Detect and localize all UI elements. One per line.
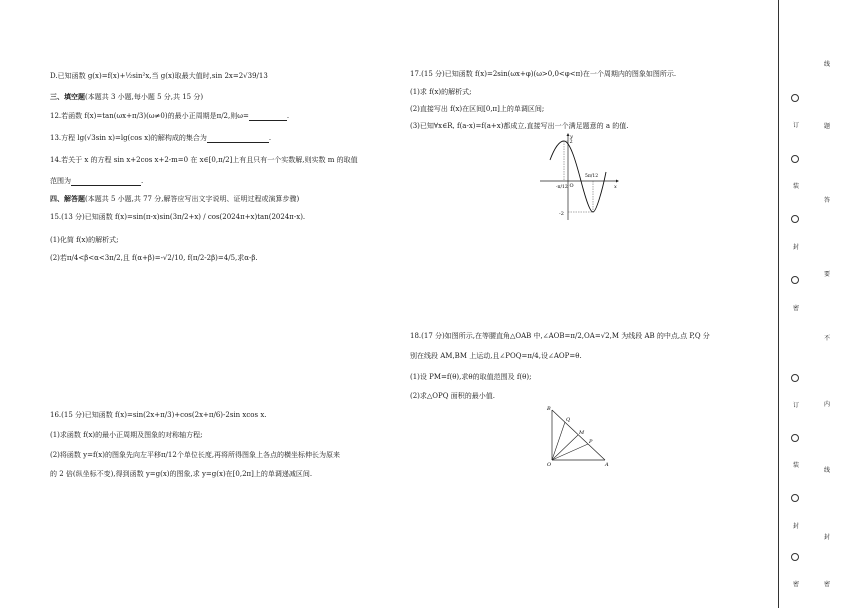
binding-char-17: 密 [793, 581, 800, 588]
binding-char-14: 订 [793, 402, 800, 409]
point-p-label: P [589, 439, 593, 445]
question-17-part-3: (3)已知∀x∈R, f(a-x)=f(a+x)都成立,直接写出一个满足题意的 a 的值. [410, 122, 629, 130]
question-17-part-1: (1)求 f(x)的解析式; [410, 88, 472, 96]
binding-char-16: 封 [793, 523, 800, 530]
option-d: D.已知函数 g(x)=f(x)+½sin²x,当 g(x)取最大值时,sin 2x=2√39/13 [50, 72, 268, 80]
binding-line [778, 0, 779, 608]
binding-char-10: 订 [793, 122, 800, 129]
question-15-part-1: (1)化简 f(x)的解析式; [50, 236, 119, 244]
sine-graph-figure [540, 132, 620, 222]
question-15-part-2: (2)若π/4<β<α<3π/2,且 f(α+β)=-√2/10, f(π/2-2β)=4/5,求α-β. [50, 254, 258, 262]
question-13: 13.方程 lg(√3sin x)=lg(cos x)的解构成的集合为 . [50, 134, 272, 142]
segment-op [552, 444, 588, 460]
binding-char-13: 密 [793, 305, 800, 312]
question-14-text: 范围为 [50, 177, 71, 185]
binding-char-12: 封 [793, 244, 800, 251]
question-12-text: 12.若函数 f(x)=tan(ωx+π/3)(ω≠0)的最小正周期是π/2,则ω= [50, 112, 249, 120]
question-12: 12.若函数 f(x)=tan(ωx+π/3)(ω≠0)的最小正周期是π/2,则ω= . [50, 112, 290, 120]
point-b-label: B [547, 406, 551, 412]
segment-oq [552, 422, 565, 460]
binding-circle [791, 553, 799, 561]
x-axis-arrow [616, 180, 619, 183]
max-value-label: 2 [569, 139, 573, 145]
min-value-label: -2 [559, 211, 564, 217]
question-16: 16.(15 分)已知函数 f(x)=sin(2x+π/3)+cos(2x+π/6)-2sin xcos x. [50, 411, 267, 419]
question-14-line2: 范围为 . [50, 177, 144, 185]
five-pi-12-label: 5π/12 [585, 174, 599, 179]
answer-blank-14[interactable] [71, 178, 141, 186]
binding-circle [791, 276, 799, 284]
section-4-title: 四、解答题 [50, 194, 85, 203]
question-13-text: 13.方程 lg(√3sin x)=lg(cos x)的解构成的集合为 [50, 134, 207, 142]
binding-char-9: 密 [824, 581, 831, 588]
point-o-label: O [547, 462, 552, 468]
point-m-label: M [579, 430, 585, 436]
binding-char-15: 装 [793, 462, 800, 469]
binding-char-11: 装 [793, 183, 800, 190]
y-axis-label: y [570, 134, 573, 140]
binding-char-7: 线 [824, 467, 831, 474]
binding-circle [791, 155, 799, 163]
binding-circle [791, 434, 799, 442]
answer-blank-13[interactable] [207, 135, 269, 143]
binding-char-3: 答 [824, 197, 831, 204]
binding-char-2: 题 [824, 123, 831, 130]
question-18-part-1: (1)设 PM=f(θ),求θ的取值范围及 f(θ); [410, 373, 532, 381]
binding-circle [791, 94, 799, 102]
binding-char-4: 要 [824, 271, 831, 278]
question-16-part-1: (1)求函数 f(x)的最小正周期及图象的对称轴方程; [50, 431, 203, 439]
answer-blank-12[interactable] [249, 113, 287, 121]
question-14-line1: 14.若关于 x 的方程 sin x+2cos x+2-m=0 在 x∈[0,π/2]上有且只有一个实数解,则实数 m 的取值 [50, 156, 358, 164]
question-16-part-2-line1: (2)将函数 y=f(x)的图象先向左平移π/12个单位长度,再将所得图象上各点的横坐标伸长为原来 [50, 451, 341, 459]
section-4-note: (本题共 5 小题,共 77 分,解答应写出文字说明、证明过程或演算步骤) [85, 195, 300, 203]
section-3-note: (本题共 3 小题,每小题 5 分,共 15 分) [85, 93, 204, 101]
question-17: 17.(15 分)已知函数 f(x)=2sin(ωx+φ)(ω>0,0<φ<π)在一个周期内的图象如图所示. [410, 70, 677, 78]
question-18-line1: 18.(17 分)如图所示,在等腰直角△OAB 中,∠AOB=π/2,OA=√2,M 为线段 AB 的中点,点 P,Q 分 [410, 332, 710, 340]
point-a-label: A [605, 462, 609, 468]
triangle-figure [545, 402, 617, 468]
binding-margin [780, 0, 840, 608]
section-4-heading [50, 194, 299, 204]
point-q-label: Q [566, 417, 571, 423]
section-3-title: 三、填空题 [50, 92, 85, 101]
binding-char-1: 线 [824, 61, 831, 68]
binding-char-8: 封 [824, 534, 831, 541]
section-3-heading [50, 92, 203, 102]
question-18-part-2: (2)求△OPQ 面积的最小值. [410, 392, 495, 400]
question-17-part-2: (2)直接写出 f(x)在区间[0,π]上的单调区间; [410, 105, 545, 113]
question-15: 15.(13 分)已知函数 f(x)=sin(π-x)sin(3π/2+x) / cos(2024π+x)tan(2024π-x). [50, 213, 306, 221]
segment-om [552, 435, 578, 460]
neg-pi-12-label: -π/12 [556, 185, 568, 190]
question-18-line2: 别在线段 AM,BM 上运动,且∠POQ=π/4,设∠AOP=θ. [410, 352, 582, 360]
binding-circle [791, 215, 799, 223]
binding-circle [791, 494, 799, 502]
binding-char-5: 不 [824, 335, 831, 342]
x-axis-label: x [614, 184, 617, 190]
binding-char-6: 内 [824, 401, 831, 408]
origin-label: O [569, 183, 574, 189]
question-16-part-2-line2: 的 2 倍(纵坐标不变),得到函数 y=g(x)的图象,求 y=g(x)在[0,2π]上的单调递减区间. [50, 470, 313, 478]
binding-circle [791, 374, 799, 382]
